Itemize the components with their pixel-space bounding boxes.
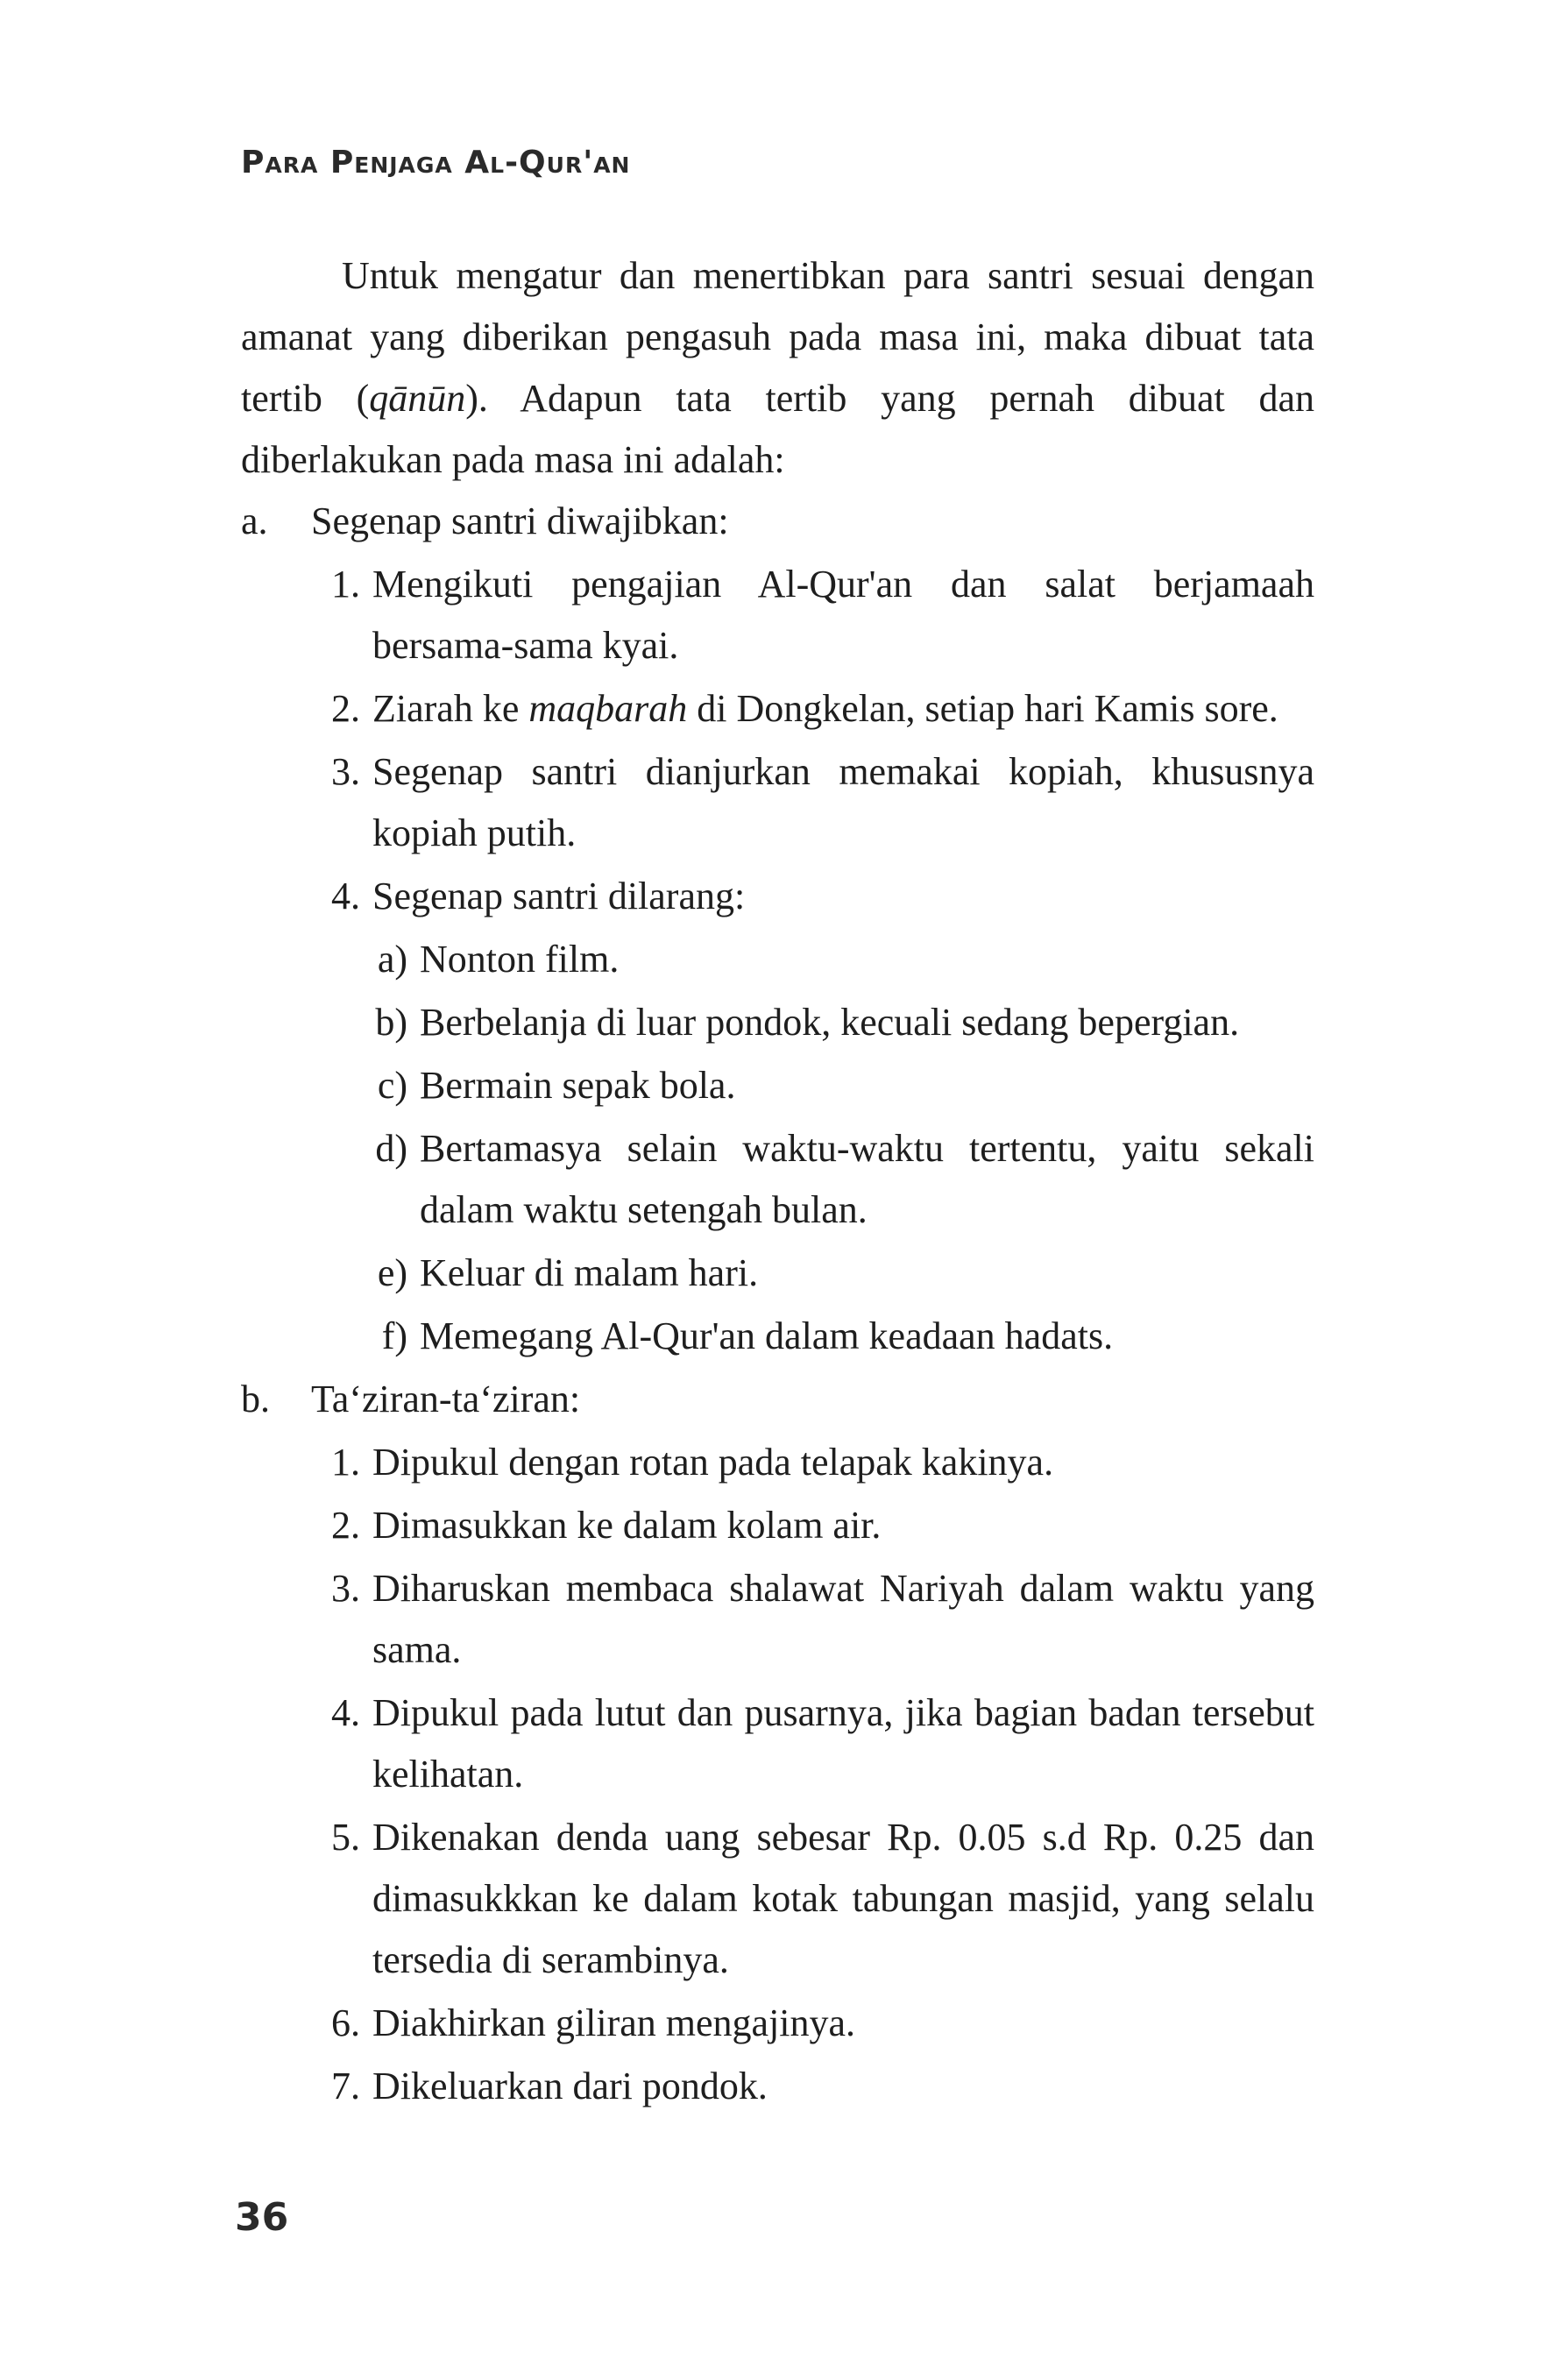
list-marker: b.: [241, 1378, 270, 1420]
list-marker: 1.: [331, 563, 360, 606]
list-item: [311, 741, 1314, 864]
list-item: [311, 1993, 1314, 2054]
section-b-heading: [241, 1369, 1314, 1430]
list-item-text: Nonton film.: [420, 938, 620, 981]
body-text: [241, 245, 1314, 2119]
list-marker: a.: [241, 499, 268, 542]
sub-list-item: [360, 1055, 1314, 1116]
list-marker: 3.: [331, 1567, 360, 1610]
list-item: [311, 1432, 1314, 1493]
list-marker: 5.: [331, 1816, 360, 1859]
list-item-text: Mengikuti pengajian Al-Qur'an dan salat berjamaah bersama-sama kyai.: [372, 563, 1314, 667]
list-marker: 7.: [331, 2065, 360, 2107]
list-item-text: Bermain sepak bola.: [420, 1064, 736, 1107]
list-item-text-part: di Dongkelan, setiap hari Kamis sore.: [687, 687, 1278, 730]
sub-list-item: [360, 1118, 1314, 1241]
sub-list-item: [360, 1243, 1314, 1304]
list-item-text: Dikeluarkan dari pondok.: [372, 2065, 768, 2107]
list-item: [311, 1495, 1314, 1556]
list-item-text: Memegang Al-Qur'an dalam keadaan hadats.: [420, 1314, 1114, 1357]
list-item: [311, 1682, 1314, 1805]
list-item-text: Berbelanja di luar pondok, kecuali sedang bepergian.: [420, 1001, 1240, 1044]
list-marker: d): [375, 1127, 407, 1170]
list-marker: 1.: [331, 1441, 360, 1484]
list-item-text: Diharuskan membaca shalawat Nariyah dalam waktu yang sama.: [372, 1567, 1314, 1671]
list-item: [311, 678, 1314, 740]
running-head: Para Penjaga Al-Qur'an: [241, 145, 631, 181]
list-marker: 3.: [331, 750, 360, 793]
list-item-text: Keluar di malam hari.: [420, 1251, 759, 1294]
sub-list-item: [360, 1306, 1314, 1367]
list-marker: e): [377, 1251, 407, 1294]
section-a-heading: [241, 491, 1314, 552]
list-item-term: maqbarah: [528, 687, 688, 730]
list-marker: 4.: [331, 875, 360, 917]
list-item-text: [372, 678, 1314, 740]
section-label: Ta‘ziran-ta‘ziran:: [311, 1378, 581, 1420]
list-item: [311, 1807, 1314, 1991]
page-number: 36: [235, 2195, 289, 2240]
list-marker: f): [381, 1314, 407, 1357]
intro-text-2: ). Adapun tata tertib yang pernah dibuat dan diberlakukan pada masa ini adalah:: [241, 377, 1315, 481]
list-marker: 2.: [331, 687, 360, 730]
list-marker: 4.: [331, 1691, 360, 1734]
list-marker: 2.: [331, 1504, 360, 1547]
list-item-text: Dikenakan denda uang sebesar Rp. 0.05 s.d Rp. 0.25 dan dimasukkkan ke dalam kotak tabungan masjid, yang selalu tersedia di serambinya.: [372, 1816, 1314, 1981]
list-item-text: Dipukul pada lutut dan pusarnya, jika bagian badan tersebut kelihatan.: [372, 1691, 1314, 1796]
list-item: [311, 554, 1314, 676]
intro-text-1: Untuk mengatur dan menertibkan para santri sesuai dengan amanat yang diberikan pengasuh pada masa ini, maka dibuat tata tertib (: [241, 254, 1314, 420]
list-marker: 6.: [331, 2001, 360, 2044]
list-marker: b): [375, 1001, 407, 1044]
section-label: Segenap santri diwajibkan:: [311, 499, 729, 542]
list-item-text-part: Ziarah ke: [372, 687, 529, 730]
intro-term: qānūn: [369, 377, 466, 420]
sub-list-item: [360, 929, 1314, 990]
list-item-text: Dimasukkan ke dalam kolam air.: [372, 1504, 882, 1547]
sub-list-item: [360, 992, 1314, 1053]
section-a: [241, 491, 1314, 1367]
list-item-text: Bertamasya selain waktu-waktu tertentu, yaitu sekali dalam waktu setengah bulan.: [420, 1127, 1314, 1231]
section-b: [241, 1369, 1314, 2117]
list-marker: a): [377, 938, 407, 981]
list-item-text: Segenap santri dianjurkan memakai kopiah, khususnya kopiah putih.: [372, 750, 1314, 854]
list-item-text: Segenap santri dilarang:: [372, 875, 746, 917]
intro-paragraph: [241, 245, 1314, 491]
list-item: [311, 1558, 1314, 1681]
list-item: [311, 2056, 1314, 2117]
list-item: [311, 866, 1314, 927]
list-item-text: Dipukul dengan rotan pada telapak kakinya.: [372, 1441, 1054, 1484]
list-marker: c): [377, 1064, 407, 1107]
list-item-text: Diakhirkan giliran mengajinya.: [372, 2001, 856, 2044]
